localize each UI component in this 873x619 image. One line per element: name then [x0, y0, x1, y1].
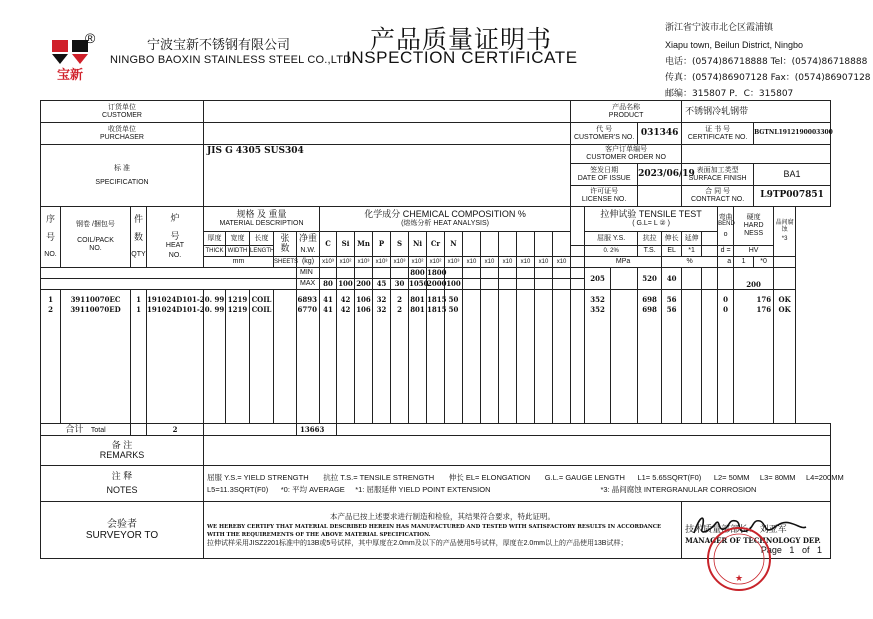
min-ig: [774, 268, 796, 290]
col-bend-a: a: [718, 257, 734, 268]
min-c: [320, 268, 337, 279]
el-cr: Cr: [427, 232, 445, 257]
contract-label: 合 同 号 CONTRACT NO.: [682, 186, 754, 207]
page-indicator: Page 1 of 1: [760, 544, 822, 555]
product-label: 产品名称 PRODUCT: [571, 101, 682, 123]
col-chem: 化学成分 CHEMICAL COMPOSITION % (熔炼分析 HEAT ANALYSIS): [320, 207, 571, 232]
table-row-el2: [682, 290, 702, 424]
table-row-coil: 39110070EC 39110070ED: [61, 290, 131, 424]
table-row-p: 32 32: [373, 290, 391, 424]
customer-no-value: 031346: [638, 123, 682, 145]
col-sheets-en: SHEETS: [274, 257, 297, 268]
col-ts-en: T.S.: [638, 246, 662, 257]
el-blank-4: [517, 232, 535, 257]
col-intergranular: 晶间腐蚀 *3: [774, 207, 796, 257]
col-bend-d: d =: [718, 246, 734, 257]
certify-text: 本产品已按上述要求进行制造和检验，其结果符合要求，特此证明。 WE HEREBY CERTIFY THAT MATERIAL DESCRIBED HEREIN HAS MANUFACTURED AND TESTED WITH SATISFACTORY RESULTS IN ACCORDANCE WITH THE REQUIREMENTS OF THE ABOVE MATERIAL SPECIFICATION. 拉伸试样采用JISZ2201标准中的13B或5号试样，其中厚度在2.0mm及以下的产品使用5号试样，厚度在2.0mm以上的产品使用13B试样；: [204, 502, 682, 559]
el-s: S: [391, 232, 409, 257]
col-tensile-blank-2: [702, 246, 718, 257]
col-chem-extra: [571, 207, 585, 246]
table-row-tx: [702, 290, 718, 424]
table-row-nw: 6893 6770: [297, 290, 320, 424]
min-ys2: [611, 268, 638, 290]
factor-11: x10: [517, 257, 535, 268]
spec-value: JIS G 4305 SUS304: [204, 145, 571, 207]
table-row-ys: 352 352: [585, 290, 611, 424]
col-mm: mm: [204, 257, 274, 268]
min-el2: [682, 268, 702, 290]
col-sheets: 张 数: [274, 232, 297, 257]
max-x7: [571, 279, 585, 290]
col-el2: 延伸: [682, 232, 702, 246]
table-row-ys2: [611, 290, 638, 424]
max-n: 100: [446, 279, 461, 289]
el-c: C: [320, 232, 337, 257]
table-row-n: 50 50: [445, 290, 463, 424]
col-hard-0: *0: [754, 257, 774, 268]
factor-13: x10: [553, 257, 571, 268]
table-row-x3: [499, 290, 517, 424]
min-x7: [571, 268, 585, 279]
remarks-label: 备 注 REMARKS: [41, 436, 204, 466]
max-x5: [535, 279, 553, 290]
order-no-label: 客户订单编号 CUSTOMER ORDER NO: [571, 145, 682, 164]
min-si: [337, 268, 355, 279]
factor-4: x10³: [391, 257, 409, 268]
col-width-en: WIDTH: [226, 246, 250, 257]
factor-2: x10³: [355, 257, 373, 268]
max-x2: [481, 279, 499, 290]
col-ys: 屈服 Y.S.: [585, 232, 638, 246]
certificate-header: [0, 0, 873, 100]
col-tensile-blank: [702, 232, 718, 246]
col-mpa: MPa: [585, 257, 662, 268]
purchaser-label: 收货单位 PURCHASER: [41, 123, 204, 145]
col-bend: 弯曲 BEND o: [718, 207, 734, 246]
min-x1: [463, 268, 481, 279]
factor-6: x10²: [427, 257, 445, 268]
table-row-no: 1 2: [41, 290, 61, 424]
col-ys-sub: 0. 2%: [585, 246, 638, 257]
min-ni: 800: [410, 268, 425, 278]
table-row-ni: 801 801: [409, 290, 427, 424]
address-cn: 浙江省宁波市北仑区霞浦镇: [665, 23, 774, 33]
table-row-ig: OK OK: [774, 290, 796, 424]
factor-7: x10³: [445, 257, 463, 268]
company-name-en: NINGBO BAOXIN STAINLESS STEEL CO.,LTD.: [110, 54, 355, 66]
min-n: [445, 268, 463, 279]
max-mn: 200: [356, 279, 371, 289]
factor-8: x10: [463, 257, 481, 268]
col-thick: 厚度: [204, 232, 226, 246]
col-pct: %: [662, 257, 718, 268]
factor-10: x10: [499, 257, 517, 268]
col-hardness: 硬度 HARD NESS: [734, 207, 774, 246]
table-row-si: 42 42: [337, 290, 355, 424]
table-row-hv: 176 176: [734, 290, 774, 424]
factor-1: x10²: [337, 257, 355, 268]
min-ys: 205: [585, 268, 611, 290]
col-heat: 炉 号 HEAT NO.: [147, 207, 204, 268]
registered-mark: ®: [85, 30, 96, 46]
table-row-qty: 1 1: [131, 290, 147, 424]
max-spacer: [41, 279, 297, 290]
customer-value: [204, 101, 571, 123]
el-ni: Ni: [409, 232, 427, 257]
product-value: 不锈钢冷轧钢带: [682, 101, 831, 123]
min-x6: [553, 268, 571, 279]
factor-9: x10: [481, 257, 499, 268]
total-qty-spacer: [131, 424, 147, 436]
col-el: 伸长: [662, 232, 682, 246]
col-length: 长度: [250, 232, 274, 246]
col-qty: 件 数 QTY: [131, 207, 147, 268]
license-value: [638, 186, 682, 207]
el-blank-3: [499, 232, 517, 257]
min-tx: [702, 268, 718, 290]
purchaser-value: [204, 123, 571, 145]
total-spacer: [204, 424, 297, 436]
max-c: 80: [320, 279, 337, 290]
spec-label: 标 准 SPECIFICATION: [41, 145, 204, 207]
col-coil: 钢卷 /捆包号 COIL/PACK NO.: [61, 207, 131, 268]
table-row-c: 41 41: [320, 290, 337, 424]
total-rest: [337, 424, 831, 436]
el-blank-6: [553, 232, 571, 257]
factor-0: x10³: [320, 257, 337, 268]
certificate-table: [40, 100, 844, 559]
manager-block: 技术质量部部长： 刘亚军 MANAGER OF TECHNOLOGY DEP. Page 1 of 1: [682, 502, 831, 559]
address-en: Xiapu town, Beilun District, Ningbo: [665, 40, 804, 50]
col-length-en: LENGTH: [250, 246, 274, 257]
col-seq: 序 号 NO.: [41, 207, 61, 268]
col-hard-1: 1: [734, 257, 754, 268]
max-p: 45: [373, 279, 391, 290]
total-nw: 13663: [297, 424, 337, 436]
notes-value: 屈服 Y.S.= YIELD STRENGTH 抗拉 T.S.= TENSILE STRENGTH 伸长 EL= ELONGATION G.L.= GAUGE LENGTH L1= 5.65SQRT(F0) L2= 50MM L3= 80MM L4=200MM L5=11.3SQRT(F0) *0: 平均 AVERAGE *1: 屈服延伸 YIELD POINT EXTENSION *3: 晶间腐蚀 INTERGRANULAR CORROSION: [204, 466, 831, 502]
table-row-thick: 0. 99 0. 99: [204, 290, 226, 424]
cert-no-label: 证 书 号 CERTIFICATE NO.: [682, 123, 754, 145]
factor-5: x10²: [409, 257, 427, 268]
col-nw: 净重 N.W.: [297, 232, 320, 257]
factor-3: x10³: [373, 257, 391, 268]
license-label: 许可证号 LICENSE NO.: [571, 186, 638, 207]
min-cr: 1800: [427, 268, 447, 278]
surveyor-label: 会验者 SURVEYOR TO: [41, 502, 204, 559]
max-cr: 2000: [427, 279, 447, 289]
table-row-x6: [553, 290, 571, 424]
phone: 电话：(0574)86718888 Tel：(0574)86718888: [665, 57, 868, 67]
remarks-value: [204, 436, 831, 466]
max-label: MAX: [297, 279, 320, 290]
min-ts: 520: [638, 268, 662, 290]
el-blank-5: [535, 232, 553, 257]
company-name-cn: 宁波宝新不锈钢有限公司: [147, 38, 291, 53]
customer-label: 订货单位 CUSTOMER: [41, 101, 204, 123]
max-x3: [499, 279, 517, 290]
customer-no-label: 代 号 CUSTOMER'S NO.: [571, 123, 638, 145]
table-row-x1: [463, 290, 481, 424]
min-x3: [499, 268, 517, 279]
col-el2-en: *1: [682, 246, 702, 257]
total-label: 合计 Total: [41, 424, 131, 436]
fax: 传真：(0574)86907128 Fax：(0574)86907128: [665, 73, 871, 83]
table-row-x4: [517, 290, 535, 424]
title-en: INSPECTION CERTIFICATE: [346, 48, 578, 67]
min-x4: [517, 268, 535, 279]
max-si: 100: [338, 279, 353, 289]
table-row-length: COIL COIL: [250, 290, 274, 424]
title-cn: 产品质量证明书: [370, 25, 553, 54]
table-row-el: 56 56: [662, 290, 682, 424]
col-chem-extra-2: [571, 246, 585, 257]
col-el-en: EL: [662, 246, 682, 257]
table-row-width: 1219 1219: [226, 290, 250, 424]
min-spacer: [41, 268, 297, 279]
el-p: P: [373, 232, 391, 257]
min-bend: [718, 268, 734, 290]
min-s: [391, 268, 409, 279]
col-tensile: 拉伸试验 TENSILE TEST ( G.L= L ② ): [585, 207, 718, 232]
svg-text:★: ★: [734, 574, 744, 584]
date-value: 2023/06/19: [638, 164, 682, 186]
min-p: [373, 268, 391, 279]
el-blank-1: [463, 232, 481, 257]
min-mn: [355, 268, 373, 279]
table-row-s: 2 2: [391, 290, 409, 424]
order-no-value: [682, 145, 831, 164]
max-x4: [517, 279, 535, 290]
table-row-cr: 1815 1815: [427, 290, 445, 424]
max-x6: [553, 279, 571, 290]
el-n: N: [445, 232, 463, 257]
max-s: 30: [391, 279, 409, 290]
min-hv: 200: [734, 268, 774, 290]
logo-text: 宝新: [56, 68, 84, 83]
table-row-sheets: [274, 290, 297, 424]
col-ig-unit: [774, 257, 796, 268]
table-row-bend: 0 0: [718, 290, 734, 424]
col-chem-extra-3: [571, 257, 585, 268]
el-blank-2: [481, 232, 499, 257]
factor-12: x10: [535, 257, 553, 268]
cert-no-value: BGTNL1912190003300: [754, 123, 831, 145]
total-qty: 2: [147, 424, 204, 436]
finish-value: BA1: [754, 164, 831, 186]
min-x2: [481, 268, 499, 279]
finish-label: 表面加工类型 SURFACE FINISH: [682, 164, 754, 186]
col-dim: 规格 及 重量 MATERIAL DESCRIPTION: [204, 207, 320, 232]
col-thick-en: THICK: [204, 246, 226, 257]
min-label: MIN: [297, 268, 320, 279]
baoxin-logo: [50, 36, 90, 82]
col-nw-unit: (kg): [297, 257, 320, 268]
table-row-mn: 106 106: [355, 290, 373, 424]
el-mn: Mn: [355, 232, 373, 257]
postcode: 邮编：315807 P．C：315807: [665, 89, 794, 99]
max-x1: [463, 279, 481, 290]
min-x5: [535, 268, 553, 279]
col-ts: 抗拉: [638, 232, 662, 246]
min-el: 40: [662, 268, 682, 290]
max-ni: 1050: [409, 279, 429, 289]
notes-label: 注 释 NOTES: [41, 466, 204, 502]
el-si: Si: [337, 232, 355, 257]
table-row-x7: [571, 290, 585, 424]
red-stamp: [705, 525, 773, 593]
contract-value: L9TP007851: [754, 186, 831, 207]
col-hard-hv: HV: [734, 246, 774, 257]
table-row-heat: 191024D101-2 191024D101-2: [147, 290, 204, 424]
table-row-x5: [535, 290, 553, 424]
table-row-ts: 698 698: [638, 290, 662, 424]
date-label: 签发日期 DATE OF ISSUE: [571, 164, 638, 186]
col-width: 宽度: [226, 232, 250, 246]
table-row-x2: [481, 290, 499, 424]
